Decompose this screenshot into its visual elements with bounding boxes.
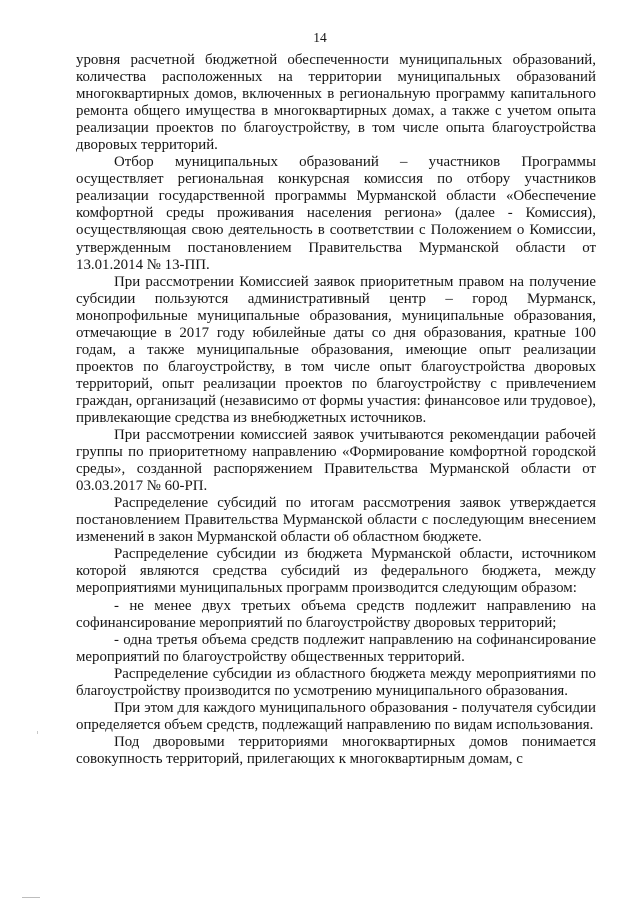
paragraph-4: При рассмотрении комиссией заявок учитываются рекомендации рабочей группы по приоритетному направлению «Формирование комфортной городской среды», созданной распоряжением Правительства Мурманской области от 03.03.2017 № 60-РП. [76, 427, 596, 495]
paragraph-10: При этом для каждого муниципального образования - получателя субсидии определяется объем средств, подлежащий направлению по видам использования. [76, 699, 596, 733]
paragraph-9: Распределение субсидии из областного бюджета между мероприятиями по благоустройству производится по усмотрению муниципального образования. [76, 665, 596, 699]
list-item-obshchestvennye: - одна третья объема средств подлежит направлению на софинансирование мероприятий по благоустройству общественных территорий. [76, 631, 596, 665]
page-number: 14 [313, 30, 327, 45]
scan-edge-mark [22, 897, 40, 898]
paragraph-2: Отбор муниципальных образований – участников Программы осуществляет региональная конкурсная комиссия по отбору участников реализации государственной программы Мурманской области «Обеспечение комфортной среды проживания населения региона» (далее - Комиссия), осуществляющая свою деятельность в соответствии с Положением о Комиссии, утвержденным постановлением Правительства Мурманской области от 13.01.2014 № 13-ПП. [76, 154, 596, 273]
paragraph-3: При рассмотрении Комиссией заявок приоритетным правом на получение субсидии пользуются административный центр – город Мурманск, монопрофильные муниципальные образования, муниципальные образования, отмечающие в 2017 году юбилейные даты со дня образования, кратные 100 годам, а также муниципальные образования, имеющие опыт реализации проектов по благоустройству, в том числе опыт благоустройства дворовых территорий, опыт реализации проектов по благоустройству с привлечением граждан, организаций (независимо от формы участия: финансовое или трудовое), привлекающие средства из внебюджетных источников. [76, 273, 596, 426]
list-item-dvorovye: - не менее двух третьих объема средств подлежит направлению на софинансирование мероприятий по благоустройству дворовых территорий; [76, 597, 596, 631]
paragraph-6: Распределение субсидии из бюджета Мурманской области, источником которой являются средства субсидий из федерального бюджета, между мероприятиями муниципальных программ производится следующим образом: [76, 546, 596, 597]
paragraph-5: Распределение субсидий по итогам рассмотрения заявок утверждается постановлением Правительства Мурманской области с последующим внесением изменений в закон Мурманской области об областном бюджете. [76, 495, 596, 546]
document-body [76, 52, 596, 768]
paragraph-11: Под дворовыми территориями многоквартирных домов понимается совокупность территорий, прилегающих к многоквартирным домам, с [76, 733, 596, 767]
scan-artifact [37, 731, 38, 734]
paragraph-1: уровня расчетной бюджетной обеспеченности муниципальных образований, количества расположенных на территории муниципальных образований многоквартирных домов, включенных в региональную программу капитального ремонта общего имущества в многоквартирных домах, а также с учетом опыта реализации проектов по благоустройству, в том числе опыта благоустройства дворовых территорий. [76, 52, 596, 154]
